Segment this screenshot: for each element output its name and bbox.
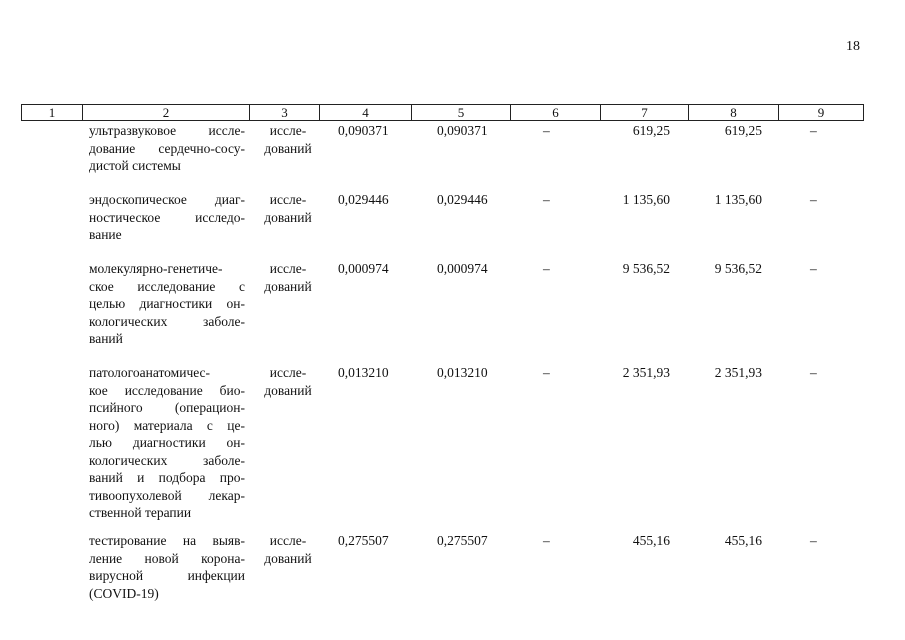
service-name-line: псийного (операцион- (89, 400, 245, 415)
unit-line: иссле- (269, 533, 307, 548)
unit (258, 532, 318, 567)
service-name (89, 260, 245, 348)
cell-col-9: – (810, 365, 817, 380)
cell-col-4: 0,090371 (338, 123, 389, 138)
cell-col-5: 0,275507 (437, 533, 488, 548)
cell-col-7: 619,25 (632, 123, 670, 138)
unit-line: иссле- (269, 365, 307, 380)
cell-col-9: – (810, 123, 817, 138)
cell-col-9: – (810, 192, 817, 207)
service-name-line: (COVID-19) (89, 585, 159, 601)
service-name (89, 532, 245, 602)
cell-col-6: – (543, 192, 550, 207)
service-name-line: лью диагностики он- (89, 435, 245, 450)
service-name-line: ного) материала с це- (89, 417, 245, 433)
service-name-line: кое исследование био- (89, 382, 245, 398)
service-name (89, 122, 245, 175)
service-name-line: кологических заболе- (89, 313, 245, 329)
column-number-header (21, 104, 864, 121)
cell-col-5: 0,090371 (437, 123, 488, 138)
service-name-line: ление новой корона- (89, 550, 245, 566)
service-name-line: ственной терапии (89, 505, 192, 520)
service-name-line: вание (89, 227, 122, 242)
service-name-line: ваний (89, 331, 123, 346)
cell-col-9: – (810, 533, 817, 548)
unit (258, 122, 318, 157)
cell-col-8: 9 536,52 (714, 261, 762, 276)
service-name-line: целью диагностики он- (89, 296, 245, 311)
service-name-line: ультразвуковое иссле- (89, 123, 245, 138)
service-name-line: молекулярно-генетиче- (89, 261, 223, 276)
page-number: 18 (846, 39, 860, 54)
service-name-line: дистой системы (89, 158, 181, 173)
unit-line: дований (264, 140, 312, 156)
service-name-line: вирусной инфекции (89, 568, 245, 583)
cell-col-4: 0,013210 (338, 365, 389, 380)
unit-line: иссле- (269, 192, 307, 207)
column-number-4: 4 (320, 105, 412, 121)
cell-col-4: 0,000974 (338, 261, 389, 276)
service-name (89, 191, 245, 244)
unit (258, 260, 318, 295)
unit-line: дований (264, 209, 312, 225)
cell-col-4: 0,275507 (338, 533, 389, 548)
column-number-3: 3 (250, 105, 320, 121)
cell-col-5: 0,000974 (437, 261, 488, 276)
column-number-9: 9 (779, 105, 864, 121)
cell-col-7: 2 351,93 (622, 365, 670, 380)
service-name-line: тестирование на выяв- (89, 533, 245, 548)
cell-col-8: 455,16 (724, 533, 762, 548)
column-number-7: 7 (601, 105, 689, 121)
unit (258, 364, 318, 399)
cell-col-4: 0,029446 (338, 192, 389, 207)
unit-line: дований (264, 550, 312, 566)
unit-line: иссле- (269, 123, 307, 138)
cell-col-8: 1 135,60 (714, 192, 762, 207)
cell-col-6: – (543, 261, 550, 276)
service-name-line: ваний и подбора про- (89, 470, 245, 485)
unit-line: дований (264, 382, 312, 398)
cell-col-6: – (543, 123, 550, 138)
column-number-6: 6 (511, 105, 601, 121)
service-name-line: патологоанатомичес- (89, 365, 211, 380)
service-name-line: эндоскопическое диаг- (89, 192, 245, 207)
column-number-8: 8 (689, 105, 779, 121)
cell-col-9: – (810, 261, 817, 276)
service-name (89, 364, 245, 522)
cell-col-6: – (543, 533, 550, 548)
unit (258, 191, 318, 226)
cell-col-7: 1 135,60 (622, 192, 670, 207)
cell-col-7: 455,16 (632, 533, 670, 548)
cell-col-5: 0,029446 (437, 192, 488, 207)
column-number-1: 1 (22, 105, 83, 121)
unit-line: иссле- (269, 261, 307, 276)
service-name-line: кологических заболе- (89, 452, 245, 468)
column-number-5: 5 (412, 105, 511, 121)
cell-col-7: 9 536,52 (622, 261, 670, 276)
cell-col-5: 0,013210 (437, 365, 488, 380)
service-name-line: тивоопухолевой лекар- (89, 487, 245, 503)
cell-col-6: – (543, 365, 550, 380)
cell-col-8: 619,25 (724, 123, 762, 138)
service-name-line: ностическое исследо- (89, 209, 245, 225)
service-name-line: ское исследование с (89, 278, 245, 294)
cell-col-8: 2 351,93 (714, 365, 762, 380)
service-name-line: дование сердечно-сосу- (89, 140, 245, 156)
column-number-2: 2 (83, 105, 250, 121)
unit-line: дований (264, 278, 312, 294)
